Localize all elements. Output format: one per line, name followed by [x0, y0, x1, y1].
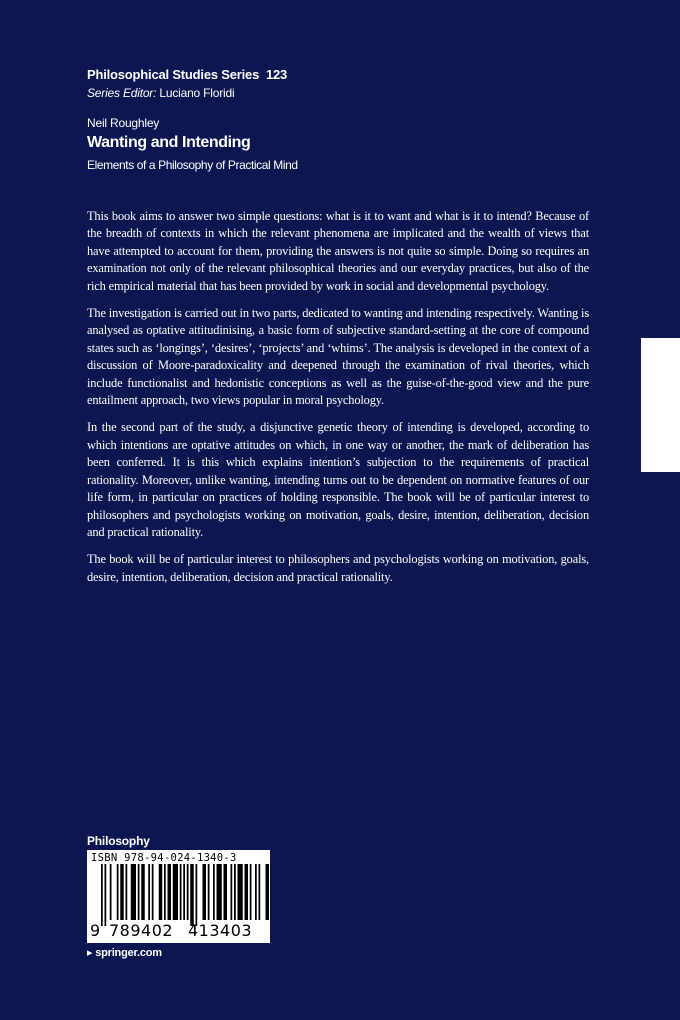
publisher-link[interactable]	[87, 946, 162, 959]
barcode-bar	[180, 864, 182, 920]
series-title	[87, 67, 287, 82]
book-title: Wanting and Intending	[87, 134, 251, 151]
spine-color-tab	[641, 338, 680, 472]
barcode-bar	[238, 864, 243, 920]
barcode-bar	[117, 864, 119, 920]
book-subtitle: Elements of a Philosophy of Practical Mind	[87, 158, 298, 172]
barcode-bar	[120, 864, 124, 920]
barcode-bar	[141, 864, 145, 920]
barcode-bar	[250, 864, 252, 920]
barcode-bar	[234, 864, 236, 920]
barcode-bar	[196, 864, 198, 926]
barcode-bar	[159, 864, 163, 920]
barcode-bar	[168, 864, 172, 920]
barcode-bar	[213, 864, 215, 920]
barcode-bar	[164, 864, 166, 920]
description-paragraph-3: In the second part of the study, a disjunctive genetic theory of intending is developed, according to which intentions are optative attitudes on which, in one way or another, the mark of deliberation has been conferred. It is this which explains intention’s subjection to the requirements of practical rationality. Moreover, unlike wanting, intending turns out to be dependent on normative features of our life form, in particular on practices of holding responsible. The book will be of particular interest to philosophers and psychologists working on motivation, goals, desire, intention, deliberation, decision and practical rationality.	[87, 420, 589, 539]
barcode-bar	[131, 864, 136, 920]
description-paragraph-1: This book aims to answer two simple questions: what is it to want and what is it to intend? Because of the breadth of contexts in which the relevant phenomena are implicated and the wealth of views that have attempted to account for them, providing the answers is not quite so simple. Doing so requires an examination not only of the relevant philosophical theories and our everyday practices, but also of the rich empirical material that has been provided by work in social and developmental psychology.	[87, 209, 589, 293]
barcode-bar	[126, 864, 128, 920]
barcode-digit-first: 9	[90, 921, 101, 940]
barcode-bar	[148, 864, 150, 920]
description-paragraph-2: The investigation is carried out in two parts, dedicated to wanting and intending respectively. Wanting is analysed as optative attitudinising, a basic form of subjective standard-setting at the core of compound states such as ‘longings’, ‘desires’, ‘projects’ and ‘whims’. The analysis is developed in the context of a discussion of Moore-paradoxicality and deepened through the examination of rival theories, which include functionalist and hedonistic conceptions as well as the guise-of-the-good view and the pure entailment approach, two views popular in moral psychology.	[87, 306, 589, 408]
barcode-bar	[259, 864, 261, 920]
barcode-bar	[110, 864, 112, 920]
barcode-digits-right: 413403	[188, 921, 253, 940]
barcode-bar	[266, 864, 270, 920]
book-description	[87, 208, 589, 596]
barcode-bar	[101, 864, 103, 926]
barcode-bar	[152, 864, 154, 920]
barcode-bar	[224, 864, 228, 920]
book-author: Neil Roughley	[87, 116, 160, 130]
arrow-icon: ▸	[87, 947, 93, 959]
barcode-bar	[245, 864, 249, 920]
publisher-link-text: springer.com	[95, 947, 162, 959]
isbn-number: ISBN 978-94-024-1340-3	[91, 852, 237, 864]
barcode-bar	[173, 864, 178, 920]
barcode-bar	[187, 864, 189, 920]
barcode-bar	[190, 864, 194, 926]
barcode-digits-left: 789402	[109, 921, 174, 940]
barcode-bar	[105, 864, 107, 926]
barcode-bar	[255, 864, 257, 920]
series-editor-name: Luciano Floridi	[159, 86, 235, 100]
barcode-bar	[217, 864, 222, 920]
barcode-bar	[231, 864, 233, 920]
series-editor	[87, 86, 234, 100]
barcode-bars	[87, 864, 270, 926]
barcode-bar	[208, 864, 210, 920]
series-editor-label: Series Editor:	[87, 86, 157, 100]
isbn-barcode	[87, 850, 270, 943]
series-number: 123	[265, 67, 288, 82]
description-paragraph-4: The book will be of particular interest to philosophers and psychologists working on motivation, goals, desire, intention, deliberation, decision and practical rationality.	[87, 552, 589, 584]
series-name: Philosophical Studies Series	[87, 67, 260, 82]
barcode-bar	[138, 864, 140, 920]
barcode-bar	[203, 864, 207, 920]
barcode-bar	[183, 864, 185, 920]
subject-category: Philosophy	[87, 834, 150, 848]
